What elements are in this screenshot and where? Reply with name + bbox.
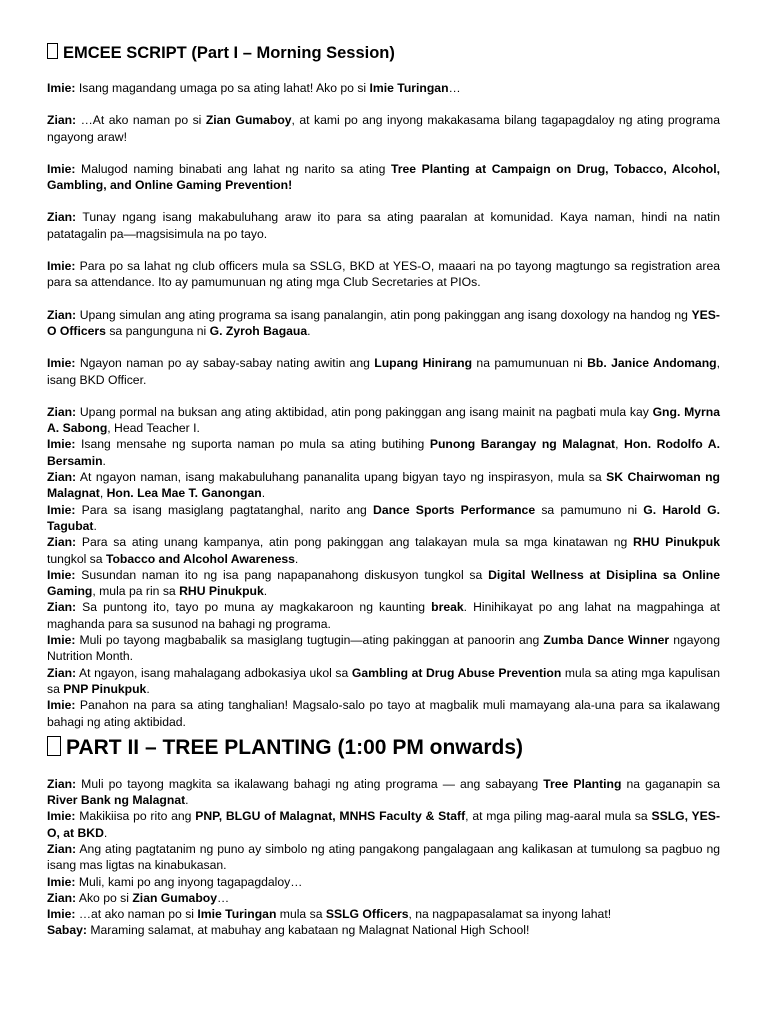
line-text: Ako po si xyxy=(76,890,133,905)
part-2-paragraphs xyxy=(47,776,720,939)
line-text: sa pangunguna ni xyxy=(105,323,210,338)
emphasis-text: Gambling at Drug Abuse Prevention xyxy=(351,665,562,680)
line-text: Para sa ating unang kampanya, atin pong pakinggan ang talakayan mula sa mga kinatawan ng xyxy=(76,535,634,550)
emphasis-text: Tree Planting at Campaign on Drug, Tobacco, Alcohol, Gambling, and Online Gaming Prevention! xyxy=(47,161,720,193)
line-text: tungkol sa xyxy=(47,551,106,566)
script-line xyxy=(47,436,720,469)
script-line xyxy=(47,841,720,874)
script-line xyxy=(47,534,720,567)
part-1-continued-paragraphs xyxy=(47,404,720,730)
emphasis-text: SSLG Officers xyxy=(325,907,409,922)
speaker-label: Zian: xyxy=(47,600,77,615)
speaker-label: Zian: xyxy=(47,404,77,419)
line-text: . xyxy=(294,551,299,566)
line-text: At ngayon naman, isang makabuluhang pananalita upang bigyan tayo ng inspirasyon, mula sa xyxy=(76,470,607,485)
line-text: …at ako naman po si xyxy=(75,907,198,922)
heading-part-1 xyxy=(47,42,720,64)
line-text: Upang pormal na buksan ang ating aktibidad, atin pong pakinggan ang isang mainit na pagbati mula kay xyxy=(76,404,653,419)
line-text: Susundan naman ito ng isa pang napapanahong diskusyon tungkol sa xyxy=(75,567,489,582)
script-line xyxy=(47,112,720,145)
emphasis-text: Hon. Lea Mae T. Ganongan xyxy=(106,486,262,501)
line-text: Upang simulan ang ating programa sa isang panalangin, atin pong pakinggan ang isang doxology na handog ng xyxy=(76,307,692,322)
line-text: ngayong Nutrition Month. xyxy=(47,633,720,664)
line-text: , Head Teacher I. xyxy=(107,421,200,436)
speaker-label: Zian: xyxy=(47,307,77,322)
line-text: . xyxy=(93,518,97,533)
emphasis-text: Zumba Dance Winner xyxy=(543,633,670,648)
line-text: . xyxy=(146,681,150,696)
speaker-label: Zian: xyxy=(47,665,77,680)
script-line xyxy=(47,632,720,665)
line-text: Para sa isang masiglang pagtatanghal, narito ang xyxy=(75,502,374,517)
emphasis-text: River Bank ng Malagnat xyxy=(47,793,186,808)
speaker-label: Imie: xyxy=(47,161,76,176)
line-text: mula sa ating mga kapulisan sa xyxy=(47,665,720,696)
speaker-label: Zian: xyxy=(47,841,77,856)
line-text: Sa puntong ito, tayo po muna ay magkakaroon ng kaunting xyxy=(76,600,432,615)
emphasis-text: Bb. Janice Andomang xyxy=(587,356,717,371)
script-line xyxy=(47,906,720,922)
speaker-label: Zian: xyxy=(47,535,77,550)
speaker-label: Imie: xyxy=(47,567,76,582)
script-line xyxy=(47,922,720,938)
emphasis-text: Gng. Myrna A. Sabong xyxy=(47,404,720,436)
emphasis-text: RHU Pinukpuk xyxy=(179,584,264,599)
line-text: Para po sa lahat ng club officers mula sa SSLG, BKD at YES-O, maaari na po tayong magtungo sa registration area para sa attendance. Ito ay pamumunuan ng ating mga Club Secretaries at PIOs. xyxy=(47,259,720,290)
line-text: mula sa xyxy=(276,907,326,922)
speaker-label: Imie: xyxy=(47,633,76,648)
line-text: Tunay ngang isang makabuluhang araw ito para sa ating paaralan at komunidad. Kaya naman, hindi na natin patatagalin pa—magsisimula na po tayo. xyxy=(47,210,720,241)
line-text: …At ako naman po si xyxy=(76,113,206,128)
heading-part-1-text: EMCEE SCRIPT (Part I – Morning Session) xyxy=(63,44,395,62)
line-text: Muli po tayong magkita sa ikalawang bahagi ng ating programa — ang sabayang xyxy=(76,776,544,791)
line-text: Ang ating pagtatanim ng puno ay simbolo ng ating pangakong pangalagaan ang kalikasan at tumulong sa pagbuo ng isang mas ligtas na kinabukasan. xyxy=(47,841,720,873)
missing-glyph-icon xyxy=(47,43,58,59)
line-text: . Hinihikayat po ang lahat na magpahinga at maghanda para sa susunod na bahagi ng programa. xyxy=(47,600,720,631)
emphasis-text: G. Harold G. Tagubat xyxy=(47,502,720,533)
emphasis-text: Dance Sports Performance xyxy=(373,502,536,517)
line-text: . xyxy=(261,486,266,501)
heading-part-2 xyxy=(47,734,720,762)
script-line xyxy=(47,258,720,291)
line-text: , mula pa rin sa xyxy=(92,584,180,599)
speaker-label: Imie: xyxy=(47,437,76,452)
emphasis-text: SSLG, YES-O, at BKD xyxy=(47,809,720,840)
line-text: , xyxy=(99,486,107,501)
speaker-label: Imie: xyxy=(47,502,76,517)
script-line xyxy=(47,355,720,388)
script-line xyxy=(47,697,720,730)
line-text: Makikiisa po rito ang xyxy=(75,809,196,824)
script-line xyxy=(47,599,720,632)
script-line xyxy=(47,502,720,535)
line-text: . xyxy=(103,825,108,840)
emphasis-text: Zian Gumaboy xyxy=(205,113,292,128)
line-text: , xyxy=(615,437,625,452)
emphasis-text: PNP Pinukpuk xyxy=(63,681,147,696)
emphasis-text: Hon. Rodolfo A. Bersamin xyxy=(47,437,720,468)
line-text: Isang mensahe ng suporta naman po mula sa ating butihing xyxy=(75,437,430,452)
speaker-label: Imie: xyxy=(47,809,76,824)
speaker-label: Imie: xyxy=(47,81,76,95)
emphasis-text: Punong Barangay ng Malagnat xyxy=(429,437,616,452)
emphasis-text: PNP, BLGU of Malagnat, MNHS Faculty & Staff xyxy=(195,809,466,824)
line-text: na gaganapin sa xyxy=(621,776,720,791)
emphasis-text: RHU Pinukpuk xyxy=(633,535,720,550)
document-page xyxy=(47,42,720,939)
speaker-label: Zian: xyxy=(47,890,77,905)
line-text: Isang magandang umaga po sa ating lahat! Ako po si xyxy=(75,81,370,95)
script-line xyxy=(47,80,720,96)
speaker-label: Zian: xyxy=(47,470,77,485)
emphasis-text: SK Chairwoman ng Malagnat xyxy=(47,470,720,501)
heading-part-2-text: PART II – TREE PLANTING (1:00 PM onwards) xyxy=(66,735,523,759)
script-line xyxy=(47,404,720,437)
script-line xyxy=(47,567,720,600)
emphasis-text: Tobacco and Alcohol Awareness xyxy=(105,551,295,566)
line-text: … xyxy=(448,81,461,95)
script-line xyxy=(47,209,720,242)
line-text: At ngayon, isang mahalagang adbokasiya ukol sa xyxy=(76,665,352,680)
speaker-label: Zian: xyxy=(47,776,77,791)
emphasis-text: break xyxy=(431,600,464,615)
speaker-label: Imie: xyxy=(47,356,76,371)
speaker-label: Imie: xyxy=(47,259,76,274)
speaker-label: Zian: xyxy=(47,210,77,225)
line-text: . xyxy=(307,323,311,338)
script-line xyxy=(47,808,720,841)
line-text: … xyxy=(217,890,230,905)
line-text: , na nagpapasalamat sa inyong lahat! xyxy=(408,907,612,922)
emphasis-text: Lupang Hinirang xyxy=(374,356,473,371)
speaker-label: Zian: xyxy=(47,113,77,128)
script-line xyxy=(47,665,720,698)
emphasis-text: Digital Wellness at Disiplina sa Online Gaming xyxy=(47,567,721,599)
script-line xyxy=(47,874,720,890)
line-text: . xyxy=(263,584,268,599)
line-text: Malugod naming binabati ang lahat ng narito sa ating xyxy=(75,161,391,176)
emphasis-text: Imie Turingan xyxy=(197,907,277,922)
line-text: Maraming salamat, at mabuhay ang kabataan ng Malagnat National High School! xyxy=(86,923,530,938)
speaker-label: Imie: xyxy=(47,698,76,713)
emphasis-text: YES-O Officers xyxy=(47,307,720,338)
missing-glyph-icon xyxy=(47,736,61,756)
part-1-paragraphs xyxy=(47,80,720,388)
line-text: Muli, kami po ang inyong tagapagdaloy… xyxy=(75,874,303,889)
emphasis-text: Tree Planting xyxy=(543,776,622,791)
line-text: Muli po tayong magbabalik sa masiglang tugtugin—ating pakinggan at panoorin ang xyxy=(75,633,544,648)
line-text: na pamumunuan ni xyxy=(472,356,588,371)
line-text: . xyxy=(102,453,106,468)
line-text: sa pamumuno ni xyxy=(535,502,644,517)
speaker-label: Sabay: xyxy=(47,923,87,938)
emphasis-text: Imie Turingan xyxy=(369,81,449,95)
line-text: Panahon na para sa ating tanghalian! Magsalo-salo po tayo at magbalik muli mamayang ala-una para sa ikalawang bahagi ng ating aktibidad. xyxy=(47,698,720,729)
line-text: , isang BKD Officer. xyxy=(47,356,720,387)
script-line xyxy=(47,161,720,194)
script-line xyxy=(47,776,720,809)
line-text: . xyxy=(185,793,189,808)
speaker-label: Imie: xyxy=(47,874,76,889)
speaker-label: Imie: xyxy=(47,907,76,922)
line-text: , at kami po ang inyong makakasama bilang tagapagdaloy ng ating programa ngayong araw! xyxy=(47,113,720,144)
line-text: Ngayon naman po ay sabay-sabay nating awitin ang xyxy=(75,356,375,371)
emphasis-text: Zian Gumaboy xyxy=(132,890,218,905)
emphasis-text: G. Zyroh Bagaua xyxy=(209,323,308,338)
line-text: , at mga piling mag-aaral mula sa xyxy=(465,809,652,824)
script-line xyxy=(47,469,720,502)
script-line xyxy=(47,307,720,340)
script-line xyxy=(47,890,720,906)
